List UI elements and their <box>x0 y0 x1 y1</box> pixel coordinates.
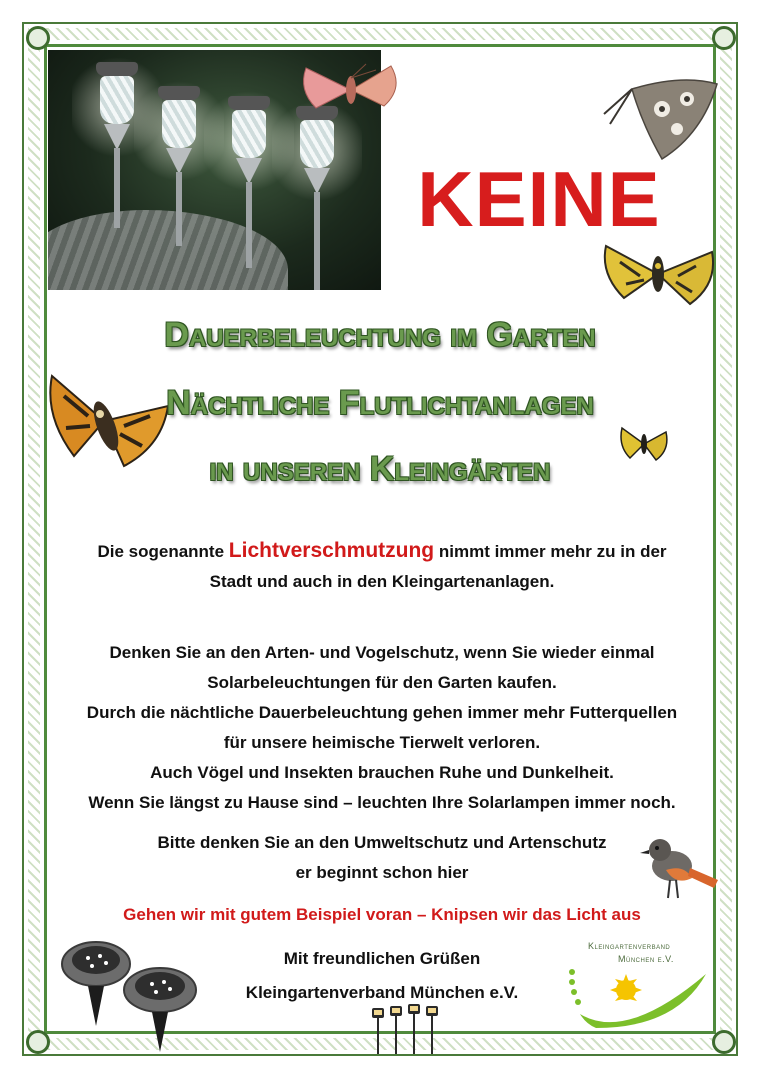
corner-ornament-bottom-left <box>22 1026 52 1056</box>
paragraph-line: Auch Vögel und Insekten brauchen Ruhe und Dunkelheit. <box>150 763 614 782</box>
headline-line-1: Dauerbeleuchtung im Garten <box>164 316 596 354</box>
highlight-lichtverschmutzung: Lichtverschmutzung <box>228 539 435 562</box>
pink-moth-icon <box>296 60 406 120</box>
logo-line-1: Kleingartenverband <box>588 941 671 951</box>
paragraph-line: Solarbeleuchtungen für den Garten kaufen. <box>207 673 557 692</box>
paragraph-line: Wenn Sie längst zu Hause sind – leuchten Ihre Solarlampen immer noch. <box>88 793 676 812</box>
path-lamps-icon <box>366 1000 450 1056</box>
paragraph-line <box>52 536 712 567</box>
stone-path <box>48 210 288 290</box>
paragraph-line: für unsere heimische Tierwelt verloren. <box>223 733 541 752</box>
text-segment: Die sogenannte <box>97 542 229 561</box>
call-to-action: Gehen wir mit gutem Beispiel voran – Knipsen wir das Licht aus <box>123 905 641 924</box>
corner-ornament-top-right <box>708 22 738 52</box>
paragraph-line: Durch die nächtliche Dauerbeleuchtung gehen immer mehr Futterquellen <box>86 703 678 722</box>
paragraph-line: Stadt und auch in den Kleingartenanlagen. <box>209 572 555 591</box>
kleingartenverband-logo-icon <box>566 968 716 1038</box>
paragraph-line: Bitte denken Sie an den Umweltschutz und Artenschutz <box>157 833 607 852</box>
grey-moth-icon <box>592 54 722 164</box>
keine-heading: KEINE <box>417 155 661 243</box>
paragraph-environment <box>52 828 712 888</box>
signature: Kleingartenverband München e.V. <box>245 983 519 1002</box>
corner-ornament-top-left <box>22 22 52 52</box>
headline-line-2: Nächtliche Flutlichtanlagen <box>166 384 594 422</box>
redstart-bird-icon <box>636 828 720 908</box>
paragraph-line: er beginnt schon hier <box>295 863 469 882</box>
headline-line-3: in unseren Kleingärten <box>209 450 551 488</box>
logo-text <box>588 940 718 966</box>
paragraph-light-pollution <box>52 536 712 597</box>
paragraph-line: Denken Sie an den Arten- und Vogelschutz, wenn Sie wieder einmal <box>109 643 655 662</box>
text-segment: nimmt immer mehr zu in der <box>434 542 667 561</box>
ground-solar-lamps-icon <box>56 936 206 1056</box>
greeting: Mit freundlichen Grüßen <box>283 949 481 968</box>
logo-line-2: München e.V. <box>618 954 674 964</box>
paragraph-species-protection <box>52 638 712 818</box>
hawk-moth-icon <box>600 232 720 316</box>
